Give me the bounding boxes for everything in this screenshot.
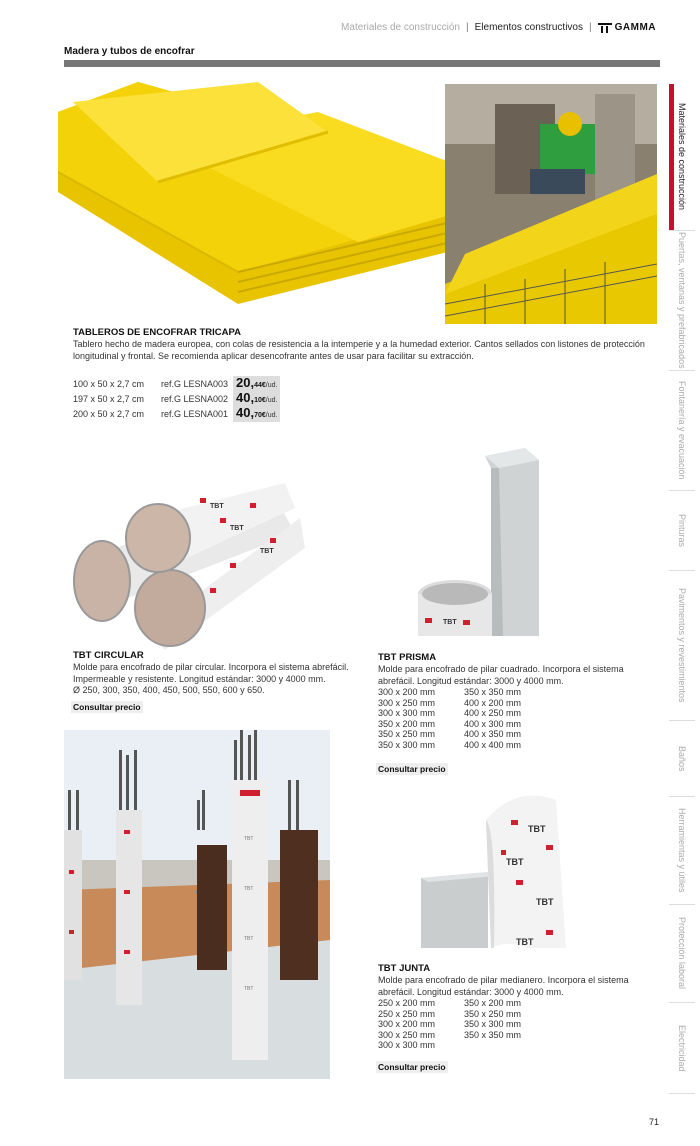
size-item: 300 x 250 mm [378, 1029, 436, 1040]
sidebar-item-materiales[interactable] [669, 84, 695, 231]
brand-name: GAMMA [614, 22, 656, 33]
product-title-circular: TBT CIRCULAR [73, 650, 144, 661]
product-description-circular [73, 662, 373, 697]
description-line: Impermeable y resistente. Longitud estándar: 3000 y 4000 mm. [73, 673, 326, 684]
sidebar-item-label: Pinturas [677, 513, 687, 548]
tube-print-text: TBT [516, 937, 534, 947]
prisma-mold-image [413, 448, 543, 636]
size-item: 350 x 200 mm [464, 998, 522, 1008]
size-item: 350 x 350 mm [464, 1029, 522, 1040]
sidebar-item-proteccion[interactable] [669, 905, 695, 1003]
tube-print-text: TBT [443, 619, 457, 626]
dimension-text: 200 x 50 x 2,7 cm [73, 408, 145, 419]
brand-logo [598, 22, 656, 33]
price-table-tricapa [73, 376, 280, 421]
size-item: 400 x 350 mm [464, 729, 522, 739]
price-row [73, 391, 280, 406]
tube-print-text: TBT [210, 503, 224, 510]
construction-worker-photo [445, 84, 657, 324]
price-row [73, 376, 280, 391]
tube-print-text: TBT [244, 886, 254, 892]
sidebar-item-label: Materiales de construcción [677, 103, 687, 211]
product-title-prisma: TBT PRISMA [378, 652, 437, 663]
tube-print-text: TBT [244, 836, 254, 842]
price-integer: 20, [236, 374, 255, 390]
junta-mold-image [416, 790, 566, 948]
tube-print-text: TBT [244, 986, 254, 992]
section-divider [64, 60, 660, 67]
description-line: Molde para encofrado de pilar medianero. Incorpora el sistema [378, 975, 629, 985]
price-unit: /ud. [265, 396, 278, 404]
size-item: 350 x 350 mm [464, 687, 522, 697]
size-item: 350 x 200 mm [378, 718, 436, 729]
tube-print-text: TBT [528, 824, 546, 834]
price-badge [233, 406, 280, 422]
size-item: 350 x 300 mm [378, 739, 436, 750]
price-decimal: 10€ [254, 396, 266, 404]
sidebar-item-label: Protección laboral [677, 917, 687, 990]
description-line: Molde para encofrado de pilar cuadrado. Incorpora el sistema [378, 664, 624, 674]
description-line: Ø 250, 300, 350, 400, 450, 500, 550, 600 y 650. [73, 685, 265, 695]
reference-text: ref.G LESNA001 [161, 408, 229, 419]
size-item: 400 x 200 mm [464, 697, 522, 708]
sidebar-item-puertas[interactable] [669, 231, 695, 371]
page-number: 71 [649, 1117, 660, 1127]
tube-print-text: TBT [536, 897, 554, 907]
size-item: 350 x 250 mm [378, 729, 436, 739]
breadcrumb [341, 22, 656, 33]
product-description-tricapa: Tablero hecho de madera europea, con colas de resistencia a la intemperie y a la humedad exterior. Cantos sellados con listones de protección longitudinal y frontal. Se recomienda aplicar desencofrante antes de usar para facilitar su extracción. [73, 339, 645, 361]
description-line: Molde para encofrado de pilar circular. Incorpora el sistema abrefácil. [73, 662, 349, 672]
size-item: 350 x 250 mm [464, 1008, 522, 1019]
tube-print-text: TBT [230, 525, 244, 532]
sidebar-item-herramientas[interactable] [669, 797, 695, 905]
breadcrumb-separator: | [589, 22, 592, 33]
price-row [73, 406, 280, 421]
sidebar-item-label: Pavimentos y revestimientos [677, 588, 687, 703]
sidebar-item-pavimentos[interactable] [669, 571, 695, 721]
section-title: Madera y tubos de encofrar [64, 46, 195, 57]
sidebar-item-label: Electricidad [677, 1024, 687, 1072]
size-item: 300 x 200 mm [378, 1019, 436, 1029]
size-item: 400 x 400 mm [464, 739, 522, 750]
consult-price-link-junta[interactable]: Consultar precio [378, 1062, 446, 1072]
product-description-junta [378, 975, 638, 998]
product-title-junta: TBT JUNTA [378, 963, 431, 974]
sidebar-item-label: Fontanería y evacuación [677, 381, 687, 480]
sidebar-item-banos[interactable] [669, 721, 695, 797]
sidebar-item-electricidad[interactable] [669, 1003, 695, 1094]
description-line: abrefácil. Longitud estándar: 3000 y 4000 mm. [378, 675, 564, 686]
consult-price-link-circular[interactable]: Consultar precio [73, 702, 141, 712]
product-description-prisma [378, 664, 638, 687]
sidebar-item-label: Baños [677, 745, 687, 772]
size-item: 300 x 250 mm [378, 697, 436, 708]
tube-print-text: TBT [260, 548, 274, 555]
size-item: 300 x 200 mm [378, 687, 436, 697]
sidebar-item-fontaneria[interactable] [669, 371, 695, 491]
reference-text: ref.G LESNA003 [161, 378, 229, 389]
price-unit: /ud. [265, 381, 278, 389]
price-unit: /ud. [265, 411, 278, 419]
price-decimal: 70€ [254, 411, 266, 419]
price-integer: 40, [236, 389, 255, 405]
circular-tubes-image [70, 478, 310, 650]
size-item: 350 x 300 mm [464, 1019, 522, 1029]
tube-print-text: TBT [244, 936, 254, 942]
tube-print-text: TBT [506, 857, 524, 867]
reference-text: ref.G LESNA002 [161, 393, 229, 404]
size-item: 400 x 250 mm [464, 708, 522, 718]
consult-price-link-prisma[interactable]: Consultar precio [378, 764, 446, 774]
breadcrumb-category[interactable]: Materiales de construcción [341, 22, 460, 33]
dimension-text: 197 x 50 x 2,7 cm [73, 393, 145, 404]
size-item: 400 x 300 mm [464, 718, 522, 729]
size-item: 300 x 300 mm [378, 708, 436, 718]
size-item: 250 x 200 mm [378, 998, 436, 1008]
size-item [464, 1040, 544, 1051]
breadcrumb-separator: | [466, 22, 469, 33]
sidebar-item-pinturas[interactable] [669, 491, 695, 571]
construction-site-photo [64, 730, 330, 1079]
size-item: 300 x 300 mm [378, 1040, 436, 1050]
size-list-prisma [378, 687, 544, 750]
price-integer: 40, [236, 404, 255, 420]
size-item: 250 x 250 mm [378, 1008, 436, 1019]
size-list-junta [378, 998, 544, 1051]
sidebar-item-label: Herramientas y útiles [677, 808, 687, 893]
product-title-tricapa: TABLEROS DE ENCOFRAR TRICAPA [73, 327, 242, 338]
description-line: abrefácil. Longitud estándar: 3000 y 4000 mm. [378, 986, 564, 997]
sidebar-item-label: Puertas, ventanas y prefabricados [677, 232, 687, 369]
dimension-text: 100 x 50 x 2,7 cm [73, 378, 145, 389]
breadcrumb-subcategory[interactable]: Elementos constructivos [474, 22, 583, 33]
price-decimal: 44€ [254, 381, 266, 389]
brand-mark-icon [598, 23, 612, 32]
sidebar-tabs [669, 84, 695, 1094]
